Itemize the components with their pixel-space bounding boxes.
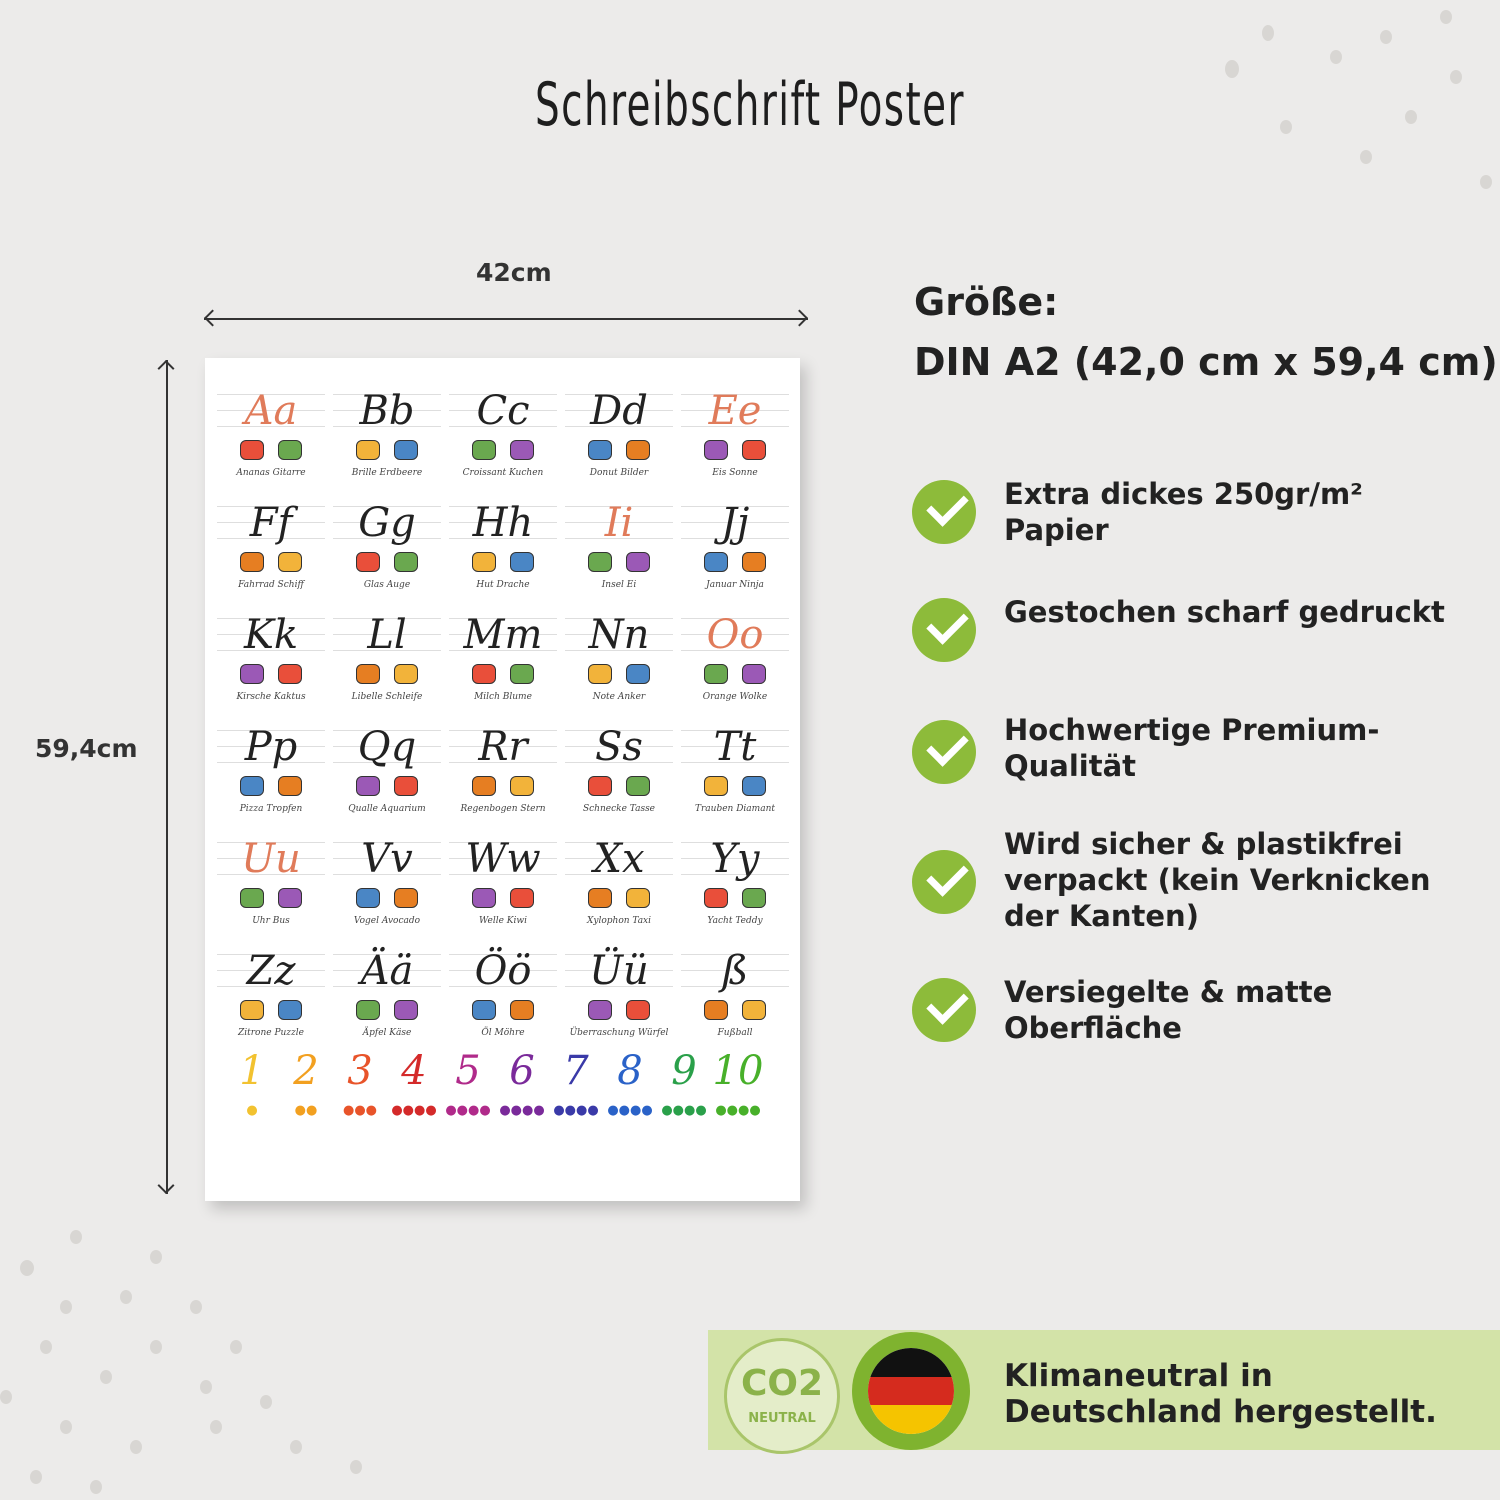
poster-letter: Hh xyxy=(472,500,534,546)
illustration-icon xyxy=(356,776,380,796)
illustration-icon xyxy=(472,776,496,796)
poster-words: Uhr Bus xyxy=(252,916,290,926)
feature-item xyxy=(912,713,1472,790)
illustration-icon xyxy=(394,888,418,908)
poster-letter: Rr xyxy=(478,724,528,770)
poster-letter: Kk xyxy=(243,612,299,658)
illustration-icons xyxy=(213,440,329,460)
illustration-icon xyxy=(394,1000,418,1020)
poster-letter-cell xyxy=(329,942,445,1054)
poster-words: Qualle Aquarium xyxy=(348,804,426,814)
poster-letter-cell xyxy=(677,830,793,942)
poster-letter: Oo xyxy=(706,612,764,658)
poster-words: Libelle Schleife xyxy=(351,692,423,702)
illustration-icon xyxy=(626,776,650,796)
illustration-icons xyxy=(445,1000,561,1020)
poster-letter-cell xyxy=(561,494,677,606)
illustration-icon xyxy=(742,664,766,684)
poster-letter-cell xyxy=(561,718,677,830)
illustration-icon xyxy=(704,776,728,796)
poster-words: Welle Kiwi xyxy=(479,916,527,926)
poster-letter: Nn xyxy=(588,612,650,658)
page-title: Schreibschrift Poster xyxy=(535,70,965,140)
poster-words: Brille Erdbeere xyxy=(351,468,423,478)
poster-letter-cell xyxy=(329,494,445,606)
illustration-icon xyxy=(510,888,534,908)
illustration-icon xyxy=(626,888,650,908)
poster-letter-cell xyxy=(561,606,677,718)
poster-number: 1 xyxy=(239,1048,265,1094)
poster-letter-cell xyxy=(677,606,793,718)
illustration-icon xyxy=(240,1000,264,1020)
illustration-icons xyxy=(213,1000,329,1020)
illustration-icon xyxy=(278,552,302,572)
poster-letter-cell xyxy=(329,718,445,830)
poster-letter-cell xyxy=(213,494,329,606)
poster-number: 6 xyxy=(509,1048,535,1094)
check-icon xyxy=(912,598,976,662)
poster-letter: Bb xyxy=(359,388,415,434)
poster-letter: Vv xyxy=(361,836,413,882)
illustration-icon xyxy=(588,552,612,572)
poster-words: Regenbogen Stern xyxy=(460,804,546,814)
poster-letter: Zz xyxy=(246,948,296,994)
illustration-icons xyxy=(561,664,677,684)
poster-words: Xylophon Taxi xyxy=(586,916,652,926)
poster-letter: Ww xyxy=(465,836,541,882)
poster-number: 10 xyxy=(712,1048,764,1094)
check-icon xyxy=(912,480,976,544)
illustration-icon xyxy=(704,1000,728,1020)
illustration-icon xyxy=(588,664,612,684)
poster-letter: Xx xyxy=(593,836,645,882)
poster-words: Fahrrad Schiff xyxy=(238,580,304,590)
illustration-icon xyxy=(240,552,264,572)
illustration-icon xyxy=(588,1000,612,1020)
poster-letter-cell xyxy=(213,382,329,494)
check-icon xyxy=(912,978,976,1042)
poster-letter-cell xyxy=(561,942,677,1054)
poster-letter-cell xyxy=(213,830,329,942)
poster-words: Pizza Tropfen xyxy=(239,804,303,814)
feature-text: Hochwertige Premium-Qualität xyxy=(1004,713,1380,783)
illustration-icons xyxy=(677,664,793,684)
illustration-icon xyxy=(704,552,728,572)
feature-text: Gestochen scharf gedruckt xyxy=(1004,595,1445,629)
poster-words: Trauben Diamant xyxy=(695,804,775,814)
poster-words: Glas Auge xyxy=(363,580,411,590)
poster-letter: Ff xyxy=(249,500,293,546)
illustration-icon xyxy=(278,776,302,796)
illustration-icons xyxy=(445,664,561,684)
illustration-icon xyxy=(278,1000,302,1020)
illustration-icon xyxy=(510,1000,534,1020)
co2-badge-main: CO2 xyxy=(740,1363,824,1404)
poster-letter-cell xyxy=(445,606,561,718)
poster-words: Fußball xyxy=(717,1028,753,1038)
poster-letter: Ss xyxy=(595,724,643,770)
poster-words: Hut Drache xyxy=(476,580,530,590)
illustration-icon xyxy=(394,440,418,460)
illustration-icons xyxy=(677,888,793,908)
illustration-icon xyxy=(240,664,264,684)
feature-text: Extra dickes 250gr/m² Papier xyxy=(1004,477,1363,547)
illustration-icon xyxy=(510,776,534,796)
illustration-icons xyxy=(329,552,445,572)
illustration-icons xyxy=(329,1000,445,1020)
poster-number: 8 xyxy=(617,1048,643,1094)
poster-letter: Üü xyxy=(589,948,649,994)
poster-letter-cell xyxy=(677,942,793,1054)
poster-letter: Pp xyxy=(244,724,298,770)
illustration-icon xyxy=(356,440,380,460)
check-icon xyxy=(912,720,976,784)
poster-words: Croissant Kuchen xyxy=(462,468,544,478)
feature-text: Versiegelte & matte Oberfläche xyxy=(1004,975,1333,1045)
poster-letter-cell xyxy=(445,830,561,942)
poster-words: Schnecke Tasse xyxy=(582,804,656,814)
illustration-icon xyxy=(626,552,650,572)
poster-letter: Ii xyxy=(604,500,634,546)
poster-number: 5 xyxy=(455,1048,481,1094)
illustration-icon xyxy=(472,1000,496,1020)
poster-letter: Uu xyxy=(241,836,301,882)
illustration-icons xyxy=(561,552,677,572)
poster-letter-cell xyxy=(213,606,329,718)
poster-letter: Aa xyxy=(244,388,298,434)
german-flag-icon xyxy=(868,1348,954,1434)
poster-letter-cell xyxy=(445,942,561,1054)
count-icons: ●● xyxy=(294,1103,318,1118)
illustration-icons xyxy=(445,552,561,572)
illustration-icon xyxy=(704,888,728,908)
illustration-icon xyxy=(394,552,418,572)
count-icons: ●●●● xyxy=(715,1103,761,1118)
illustration-icon xyxy=(626,440,650,460)
illustration-icons xyxy=(561,776,677,796)
poster-words: Note Anker xyxy=(592,692,646,702)
illustration-icon xyxy=(472,888,496,908)
illustration-icon xyxy=(240,440,264,460)
illustration-icons xyxy=(561,440,677,460)
poster-words: Ananas Gitarre xyxy=(236,468,306,478)
illustration-icons xyxy=(677,440,793,460)
poster-letter-cell xyxy=(213,718,329,830)
illustration-icons xyxy=(329,776,445,796)
count-icons: ●●●● xyxy=(391,1103,437,1118)
illustration-icon xyxy=(510,552,534,572)
count-icons: ●●●● xyxy=(661,1103,707,1118)
illustration-icon xyxy=(704,664,728,684)
poster-letter-cell xyxy=(213,942,329,1054)
poster-letter-cell xyxy=(677,494,793,606)
poster-letter-cell xyxy=(561,382,677,494)
poster-letter: ß xyxy=(721,948,749,994)
illustration-icons xyxy=(561,888,677,908)
illustration-icon xyxy=(356,552,380,572)
illustration-icon xyxy=(278,440,302,460)
made-in-germany-badge xyxy=(852,1332,970,1450)
illustration-icon xyxy=(394,664,418,684)
illustration-icons xyxy=(213,776,329,796)
feature-item xyxy=(912,827,1472,933)
size-value: DIN A2 (42,0 cm x 59,4 cm) xyxy=(914,340,1498,384)
count-icons: ●●●● xyxy=(445,1103,491,1118)
poster-letter-cell xyxy=(561,830,677,942)
climate-text: Klimaneutral in Deutschland hergestellt. xyxy=(1004,1358,1437,1430)
illustration-icon xyxy=(356,1000,380,1020)
poster-letter: Ll xyxy=(367,612,407,658)
illustration-icon xyxy=(356,664,380,684)
poster-words: Donut Bilder xyxy=(589,468,649,478)
width-label: 42cm xyxy=(476,258,552,287)
poster-letter-cell xyxy=(329,830,445,942)
illustration-icon xyxy=(704,440,728,460)
feature-text: Wird sicher & plastikfrei verpackt (kein Verknicken der Kanten) xyxy=(1004,827,1431,933)
poster-words: Vogel Avocado xyxy=(353,916,421,926)
illustration-icon xyxy=(278,888,302,908)
illustration-icons xyxy=(329,440,445,460)
illustration-icon xyxy=(472,664,496,684)
illustration-icon xyxy=(240,776,264,796)
illustration-icon xyxy=(472,552,496,572)
illustration-icons xyxy=(213,552,329,572)
poster-letter: Jj xyxy=(720,500,750,546)
poster-letter: Cc xyxy=(476,388,530,434)
illustration-icon xyxy=(742,1000,766,1020)
illustration-icon xyxy=(742,776,766,796)
count-icons: ●●●● xyxy=(553,1103,599,1118)
poster-words: Zitrone Puzzle xyxy=(238,1028,304,1038)
poster-letter: Ee xyxy=(708,388,762,434)
poster-number: 7 xyxy=(563,1048,589,1094)
illustration-icon xyxy=(626,664,650,684)
poster-words: Öl Möhre xyxy=(481,1028,525,1038)
illustration-icons xyxy=(445,440,561,460)
poster-number: 2 xyxy=(293,1048,319,1094)
co2-neutral-badge xyxy=(724,1338,840,1454)
illustration-icon xyxy=(588,888,612,908)
height-arrow xyxy=(166,360,168,1194)
check-icon xyxy=(912,850,976,914)
poster-words: Überraschung Würfel xyxy=(569,1028,669,1038)
poster-preview xyxy=(205,358,800,1201)
illustration-icons xyxy=(677,552,793,572)
illustration-icon xyxy=(742,440,766,460)
feature-item xyxy=(912,975,1472,1048)
poster-words: Orange Wolke xyxy=(702,692,768,702)
poster-letter-cell xyxy=(445,382,561,494)
illustration-icons xyxy=(329,888,445,908)
poster-letter: Öö xyxy=(474,948,532,994)
co2-badge-sub: NEUTRAL xyxy=(748,1411,816,1426)
illustration-icon xyxy=(394,776,418,796)
illustration-icon xyxy=(278,664,302,684)
illustration-icons xyxy=(677,776,793,796)
illustration-icon xyxy=(356,888,380,908)
poster-words: Äpfel Käse xyxy=(362,1028,412,1038)
size-heading: Größe: xyxy=(914,280,1059,324)
illustration-icon xyxy=(240,888,264,908)
poster-letter-cell xyxy=(329,382,445,494)
illustration-icons xyxy=(213,888,329,908)
poster-number: 9 xyxy=(671,1048,697,1094)
poster-words: Januar Ninja xyxy=(706,580,764,590)
poster-number: 3 xyxy=(347,1048,373,1094)
count-icons: ●●● xyxy=(342,1103,378,1118)
poster-words: Milch Blume xyxy=(474,692,532,702)
poster-words: Kirsche Kaktus xyxy=(236,692,306,702)
width-arrow xyxy=(204,318,808,320)
illustration-icons xyxy=(329,664,445,684)
illustration-icon xyxy=(510,664,534,684)
illustration-icons xyxy=(445,888,561,908)
feature-item xyxy=(912,477,1472,550)
illustration-icon xyxy=(510,440,534,460)
poster-letter: Mm xyxy=(463,612,543,658)
poster-letter-cell xyxy=(677,382,793,494)
illustration-icon xyxy=(626,1000,650,1020)
illustration-icons xyxy=(561,1000,677,1020)
illustration-icon xyxy=(472,440,496,460)
poster-words: Eis Sonne xyxy=(712,468,758,478)
poster-number: 4 xyxy=(401,1048,427,1094)
illustration-icon xyxy=(588,776,612,796)
poster-letter: Ää xyxy=(360,948,414,994)
count-icons: ●●●● xyxy=(499,1103,545,1118)
count-icons: ● xyxy=(246,1103,258,1118)
illustration-icons xyxy=(445,776,561,796)
poster-letter: Dd xyxy=(590,388,648,434)
poster-letter-cell xyxy=(445,494,561,606)
illustration-icon xyxy=(588,440,612,460)
poster-letter: Qq xyxy=(357,724,417,770)
illustration-icons xyxy=(677,1000,793,1020)
poster-letter-cell xyxy=(329,606,445,718)
poster-letter-cell xyxy=(677,718,793,830)
feature-item xyxy=(912,595,1472,668)
poster-words: Yacht Teddy xyxy=(707,916,763,926)
poster-letter-cell xyxy=(445,718,561,830)
illustration-icon xyxy=(742,552,766,572)
illustration-icon xyxy=(742,888,766,908)
poster-letter: Yy xyxy=(710,836,760,882)
poster-words: Insel Ei xyxy=(601,580,637,590)
poster-letter: Gg xyxy=(358,500,416,546)
poster-letter: Tt xyxy=(713,724,757,770)
height-label: 59,4cm xyxy=(35,734,138,763)
illustration-icons xyxy=(213,664,329,684)
count-icons: ●●●● xyxy=(607,1103,653,1118)
